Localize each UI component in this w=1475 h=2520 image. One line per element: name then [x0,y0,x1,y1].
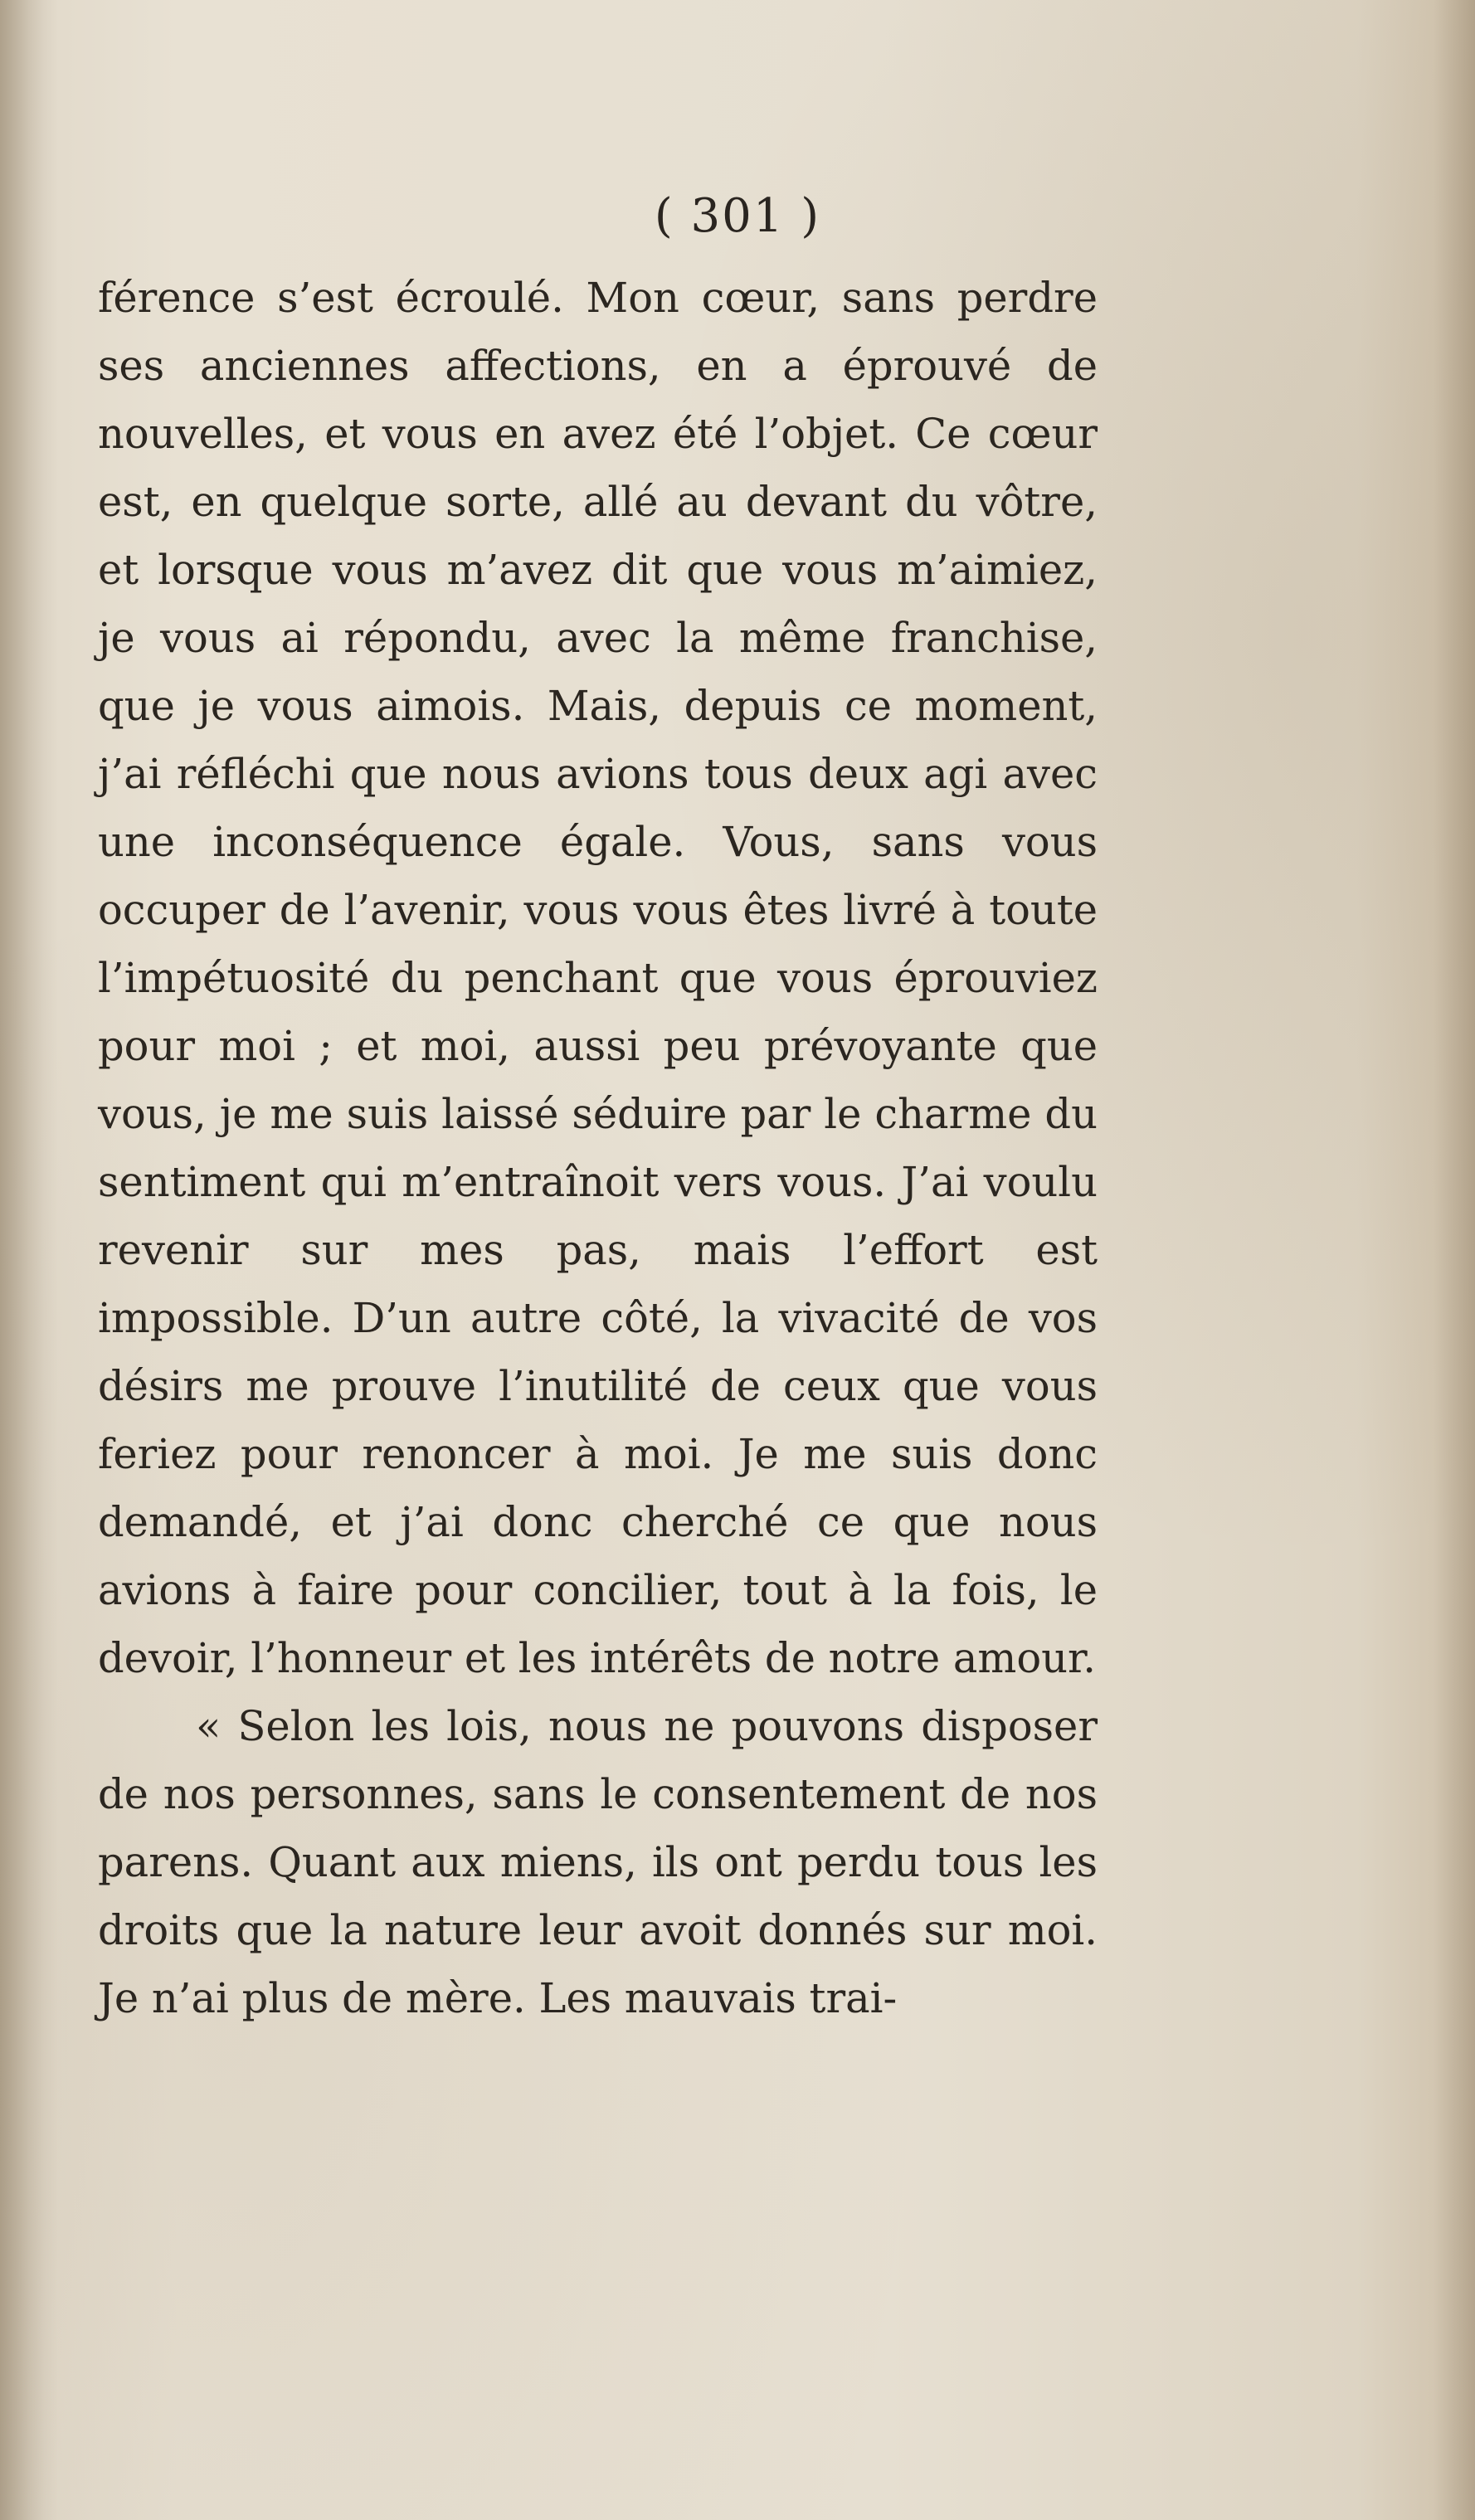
body-text [98,264,1098,2032]
page-number-header: ( 301 ) [654,189,821,243]
page-edge-shadow [1434,0,1475,2520]
binding-shadow [0,0,58,2520]
paragraph-quote: « Selon les lois, nous ne pouvons disposer de nos personnes, sans le consentement de nos parens. Quant aux miens, ils ont perdu tous les droits que la nature leur avoit donnés sur moi. Je n’ai plus de mère. Les mauvais trai- [98,1702,1098,2022]
paragraph-continuation: férence s’est écroulé. Mon cœur, sans perdre ses anciennes affections, en a éprouvé de nouvelles, et vous en avez été l’objet. Ce cœur est, en quelque sorte, allé au devant du vôtre, et lorsque vous m’avez dit que vous m’aimiez, je vous ai répondu, avec la même franchise, que je vous aimois. Mais, depuis ce moment, j’ai réfléchi que nous avions tous deux agi avec une inconséquence égale. Vous, sans vous occuper de l’avenir, vous vous êtes livré à toute l’impétuosité du penchant que vous éprouviez pour moi ; et moi, aussi peu prévoyante que vous, je me suis laissé séduire par le charme du sentiment qui m’entraînoit vers vous. J’ai voulu revenir sur mes pas, mais l’effort est impossible. D’un autre côté, la vivacité de vos désirs me prouve l’inutilité de ceux que vous feriez pour renoncer à moi. Je me suis donc demandé, et j’ai donc cherché ce que nous avions à faire pour concilier, tout à la fois, le devoir, l’honneur et les intérêts de notre amour. [98,274,1098,1682]
